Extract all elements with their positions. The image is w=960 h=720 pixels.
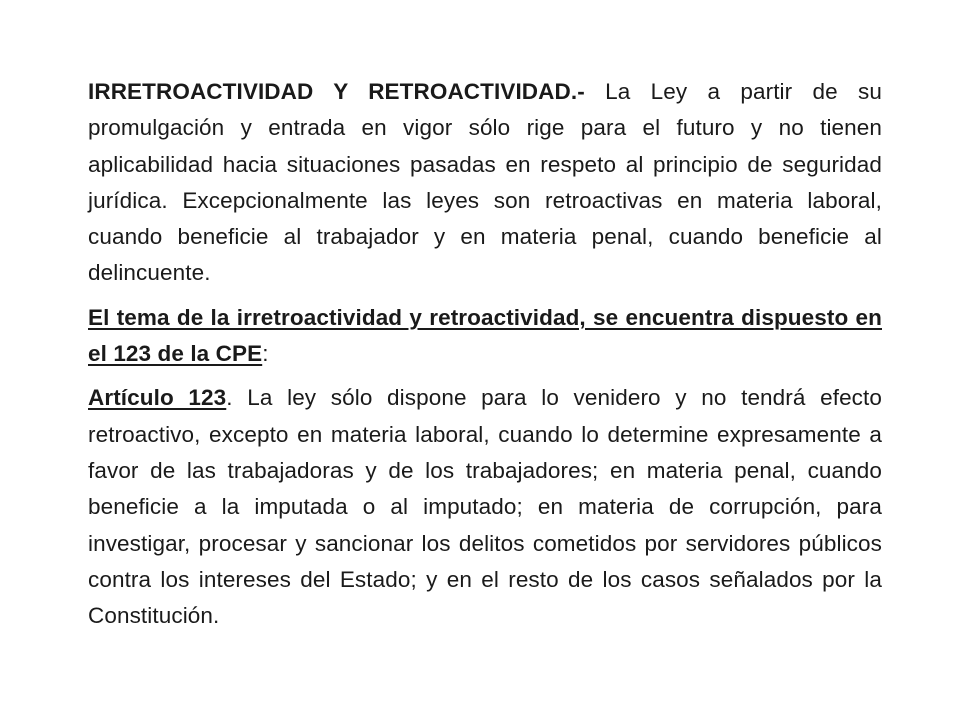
article-body: La ley sólo dispone para lo venidero y no tendrá efecto retroactivo, excepto en materia laboral, cuando lo determine expresamente a favor de las trabajadoras y de los trabajadores; en materia penal, cuando beneficie a la imputada o al imputado; en materia de corrupción, para investigar, procesar y sancionar los delitos cometidos por servidores públicos contra los intereses del Estado; y en el resto de los casos señalados por la Constitución. — [88, 385, 882, 629]
article-separator: . — [226, 385, 233, 411]
article-123-link[interactable]: Artículo 123 — [88, 385, 227, 411]
slide-content — [88, 74, 882, 642]
paragraph-irretroactividad — [88, 74, 882, 292]
reference-suffix: : — [262, 341, 269, 367]
paragraph-body: La Ley a partir de su promulgación y entrada en vigor sólo rige para el futuro y no tienen aplicabilidad hacia situaciones pasadas en respeto al principio de seguridad jurídica. Excepcionalmente las leyes son retroactivas en materia laboral, cuando beneficie al trabajador y en materia penal, cuando beneficie al delincuente. — [88, 79, 883, 286]
section-heading: IRRETROACTIVIDAD Y RETROACTIVIDAD.- — [88, 79, 585, 104]
paragraph-cpe-reference — [88, 300, 882, 373]
paragraph-article-123 — [88, 380, 882, 634]
cpe-reference-link[interactable]: El tema de la irretroactividad y retroactividad, se encuentra dispuesto en el 123 de la CPE — [88, 304, 882, 367]
